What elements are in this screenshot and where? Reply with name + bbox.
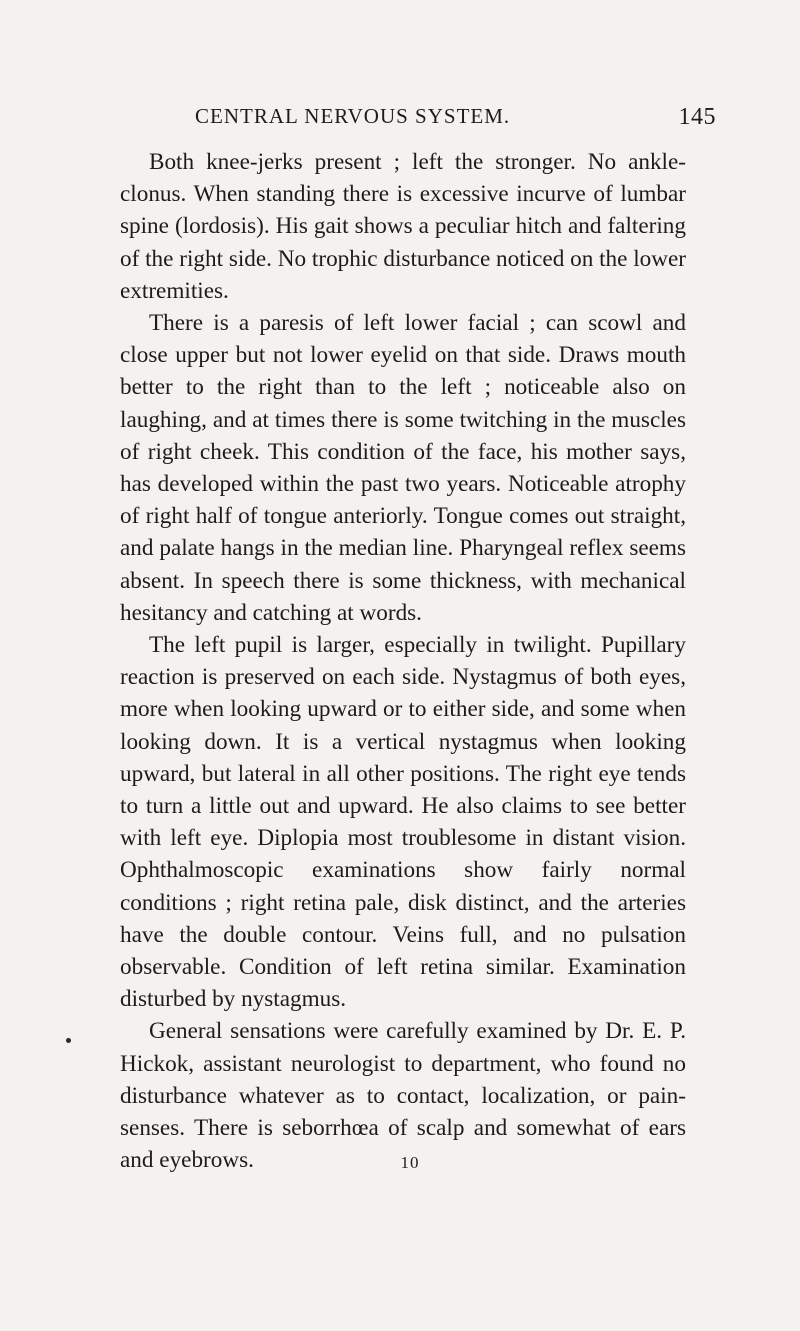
paragraph-reflexes: Both knee-jerks present ; left the stronger. No ankle-clonus. When standing there is excessive incurve of lumbar spine (lordosis). His gait shows a peculiar hitch and faltering of the right side. No trophic disturbance noticed on the lower extremities. [120,149,687,304]
paragraph-sensations: General sensations were carefully examined by Dr. E. P. Hickok, assistant neurologist to department, who found no disturbance whatever as to contact, localization, or pain-senses. There is seborrhœa of scalp and somewhat of ears and eyebrows. [120,1018,686,1174]
margin-dot [66,1038,71,1043]
page-number: 145 [678,104,716,130]
chapter-title: CENTRAL NERVOUS SYSTEM. [195,104,511,128]
body-text [120,146,686,1177]
paragraph-eyes: The left pupil is larger, especially in twilight. Pupillary reaction is preserved on each side. Nystagmus of both eyes, more when looking upward or to either side, and some when looking down. It is a vertical nystagmus when looking upward, but lateral in all other positions. The right eye tends to turn a little out and upward. He also claims to see better with left eye. Diplopia most troublesome in distant vision. Ophthalmoscopic examinations show fairly normal conditions ; right retina pale, disk distinct, and the arteries have the double contour. Veins full, and no pulsation observable. Condition of left retina similar. Examination disturbed by nystagmus. [120,632,686,1013]
paragraph-facial: There is a paresis of left lower facial ; can scowl and close upper but not lower eyelid on that side. Draws mouth better to the right than to the left ; noticeable also on laughing, and at times there is some twitching in the muscles of right cheek. This condition of the face, his mother says, has developed within the past two years. Noticeable atrophy of right half of tongue anteriorly. Tongue comes out straight, and palate hangs in the median line. Pharyngeal reflex seems absent. In speech there is some thickness, with mechanical hesitancy and catching at words. [120,310,686,626]
signature-mark: 10 [400,1153,420,1172]
